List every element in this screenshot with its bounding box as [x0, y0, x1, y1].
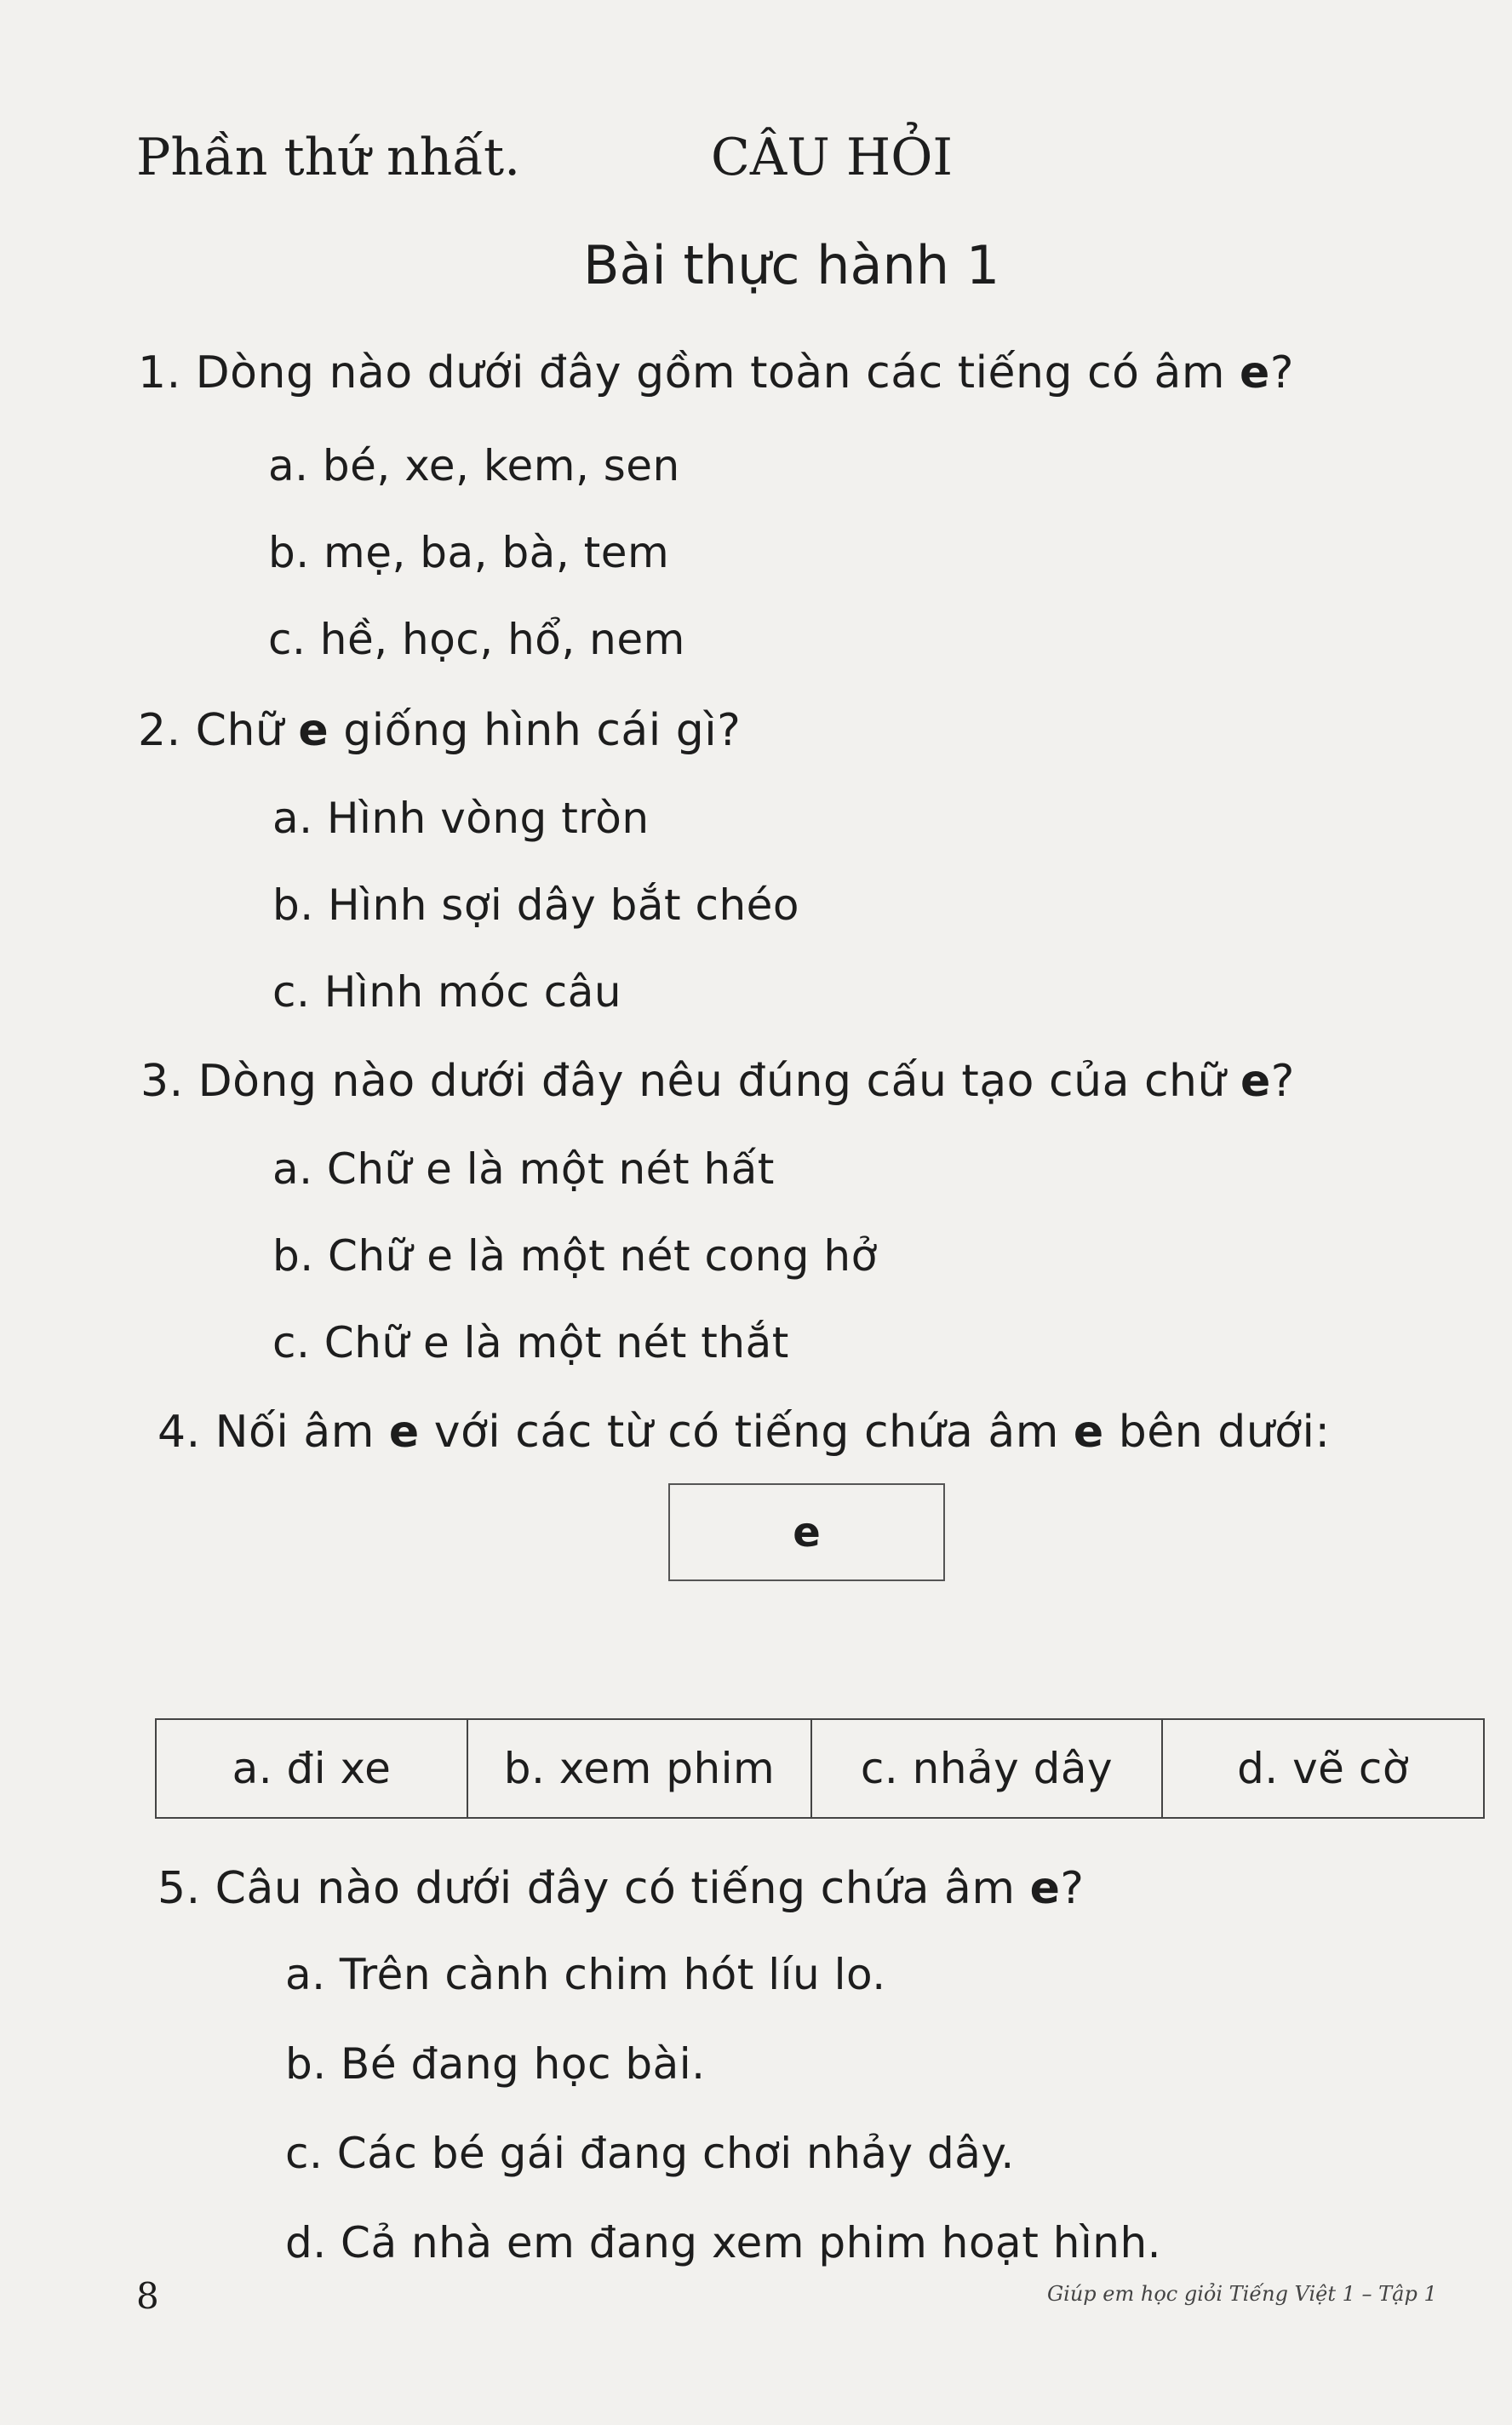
question-1: 1. Dòng nào dưới đây gồm toàn các tiếng có âm e?: [138, 347, 1294, 398]
question-2-option-c: c. Hình móc câu: [272, 967, 622, 1017]
question-3-option-c: c. Chữ e là một nét thắt: [272, 1318, 789, 1367]
word-cell-a: a. đi xe: [157, 1720, 468, 1817]
question-2-option-b: b. Hình sợi dây bắt chéo: [272, 880, 799, 930]
question-1-option-b: b. mẹ, ba, bà, tem: [268, 528, 670, 577]
question-5-option-c: c. Các bé gái đang chơi nhảy dây.: [285, 2129, 1015, 2178]
question-5: 5. Câu nào dưới đây có tiếng chứa âm e?: [158, 1863, 1085, 1914]
question-3: 3. Dòng nào dưới đây nêu đúng cấu tạo của chữ e?: [140, 1056, 1295, 1107]
letter-e-box: e: [668, 1483, 945, 1581]
question-3-option-a: a. Chữ e là một nét hất: [272, 1144, 775, 1194]
book-title: Giúp em học giỏi Tiếng Việt 1 – Tập 1: [1047, 2282, 1437, 2306]
question-2: 2. Chữ e giống hình cái gì?: [138, 705, 742, 756]
question-1-option-c: c. hề, học, hổ, nem: [268, 615, 685, 664]
question-3-option-b: b. Chữ e là một nét cong hở: [272, 1231, 878, 1281]
question-4: 4. Nối âm e với các từ có tiếng chứa âm e bên dưới:: [158, 1407, 1331, 1458]
question-1-option-a: a. bé, xe, kem, sen: [268, 441, 680, 490]
question-2-option-a: a. Hình vòng tròn: [272, 794, 650, 843]
question-5-option-b: b. Bé đang học bài.: [285, 2039, 706, 2089]
word-table: [155, 1718, 1485, 1819]
question-5-option-a: a. Trên cành chim hót líu lo.: [285, 1950, 886, 1999]
lesson-title: Bài thực hành 1: [583, 234, 1000, 296]
page-number: 8: [136, 2275, 159, 2317]
word-cell-b: b. xem phim: [468, 1720, 812, 1817]
question-5-option-d: d. Cả nhà em đang xem phim hoạt hình.: [285, 2218, 1162, 2267]
word-cell-c: c. nhảy dây: [812, 1720, 1163, 1817]
part-label: Phần thứ nhất.: [136, 128, 521, 187]
part-title: CÂU HỎI: [711, 128, 954, 187]
word-cell-d: d. vẽ cờ: [1237, 1744, 1409, 1793]
